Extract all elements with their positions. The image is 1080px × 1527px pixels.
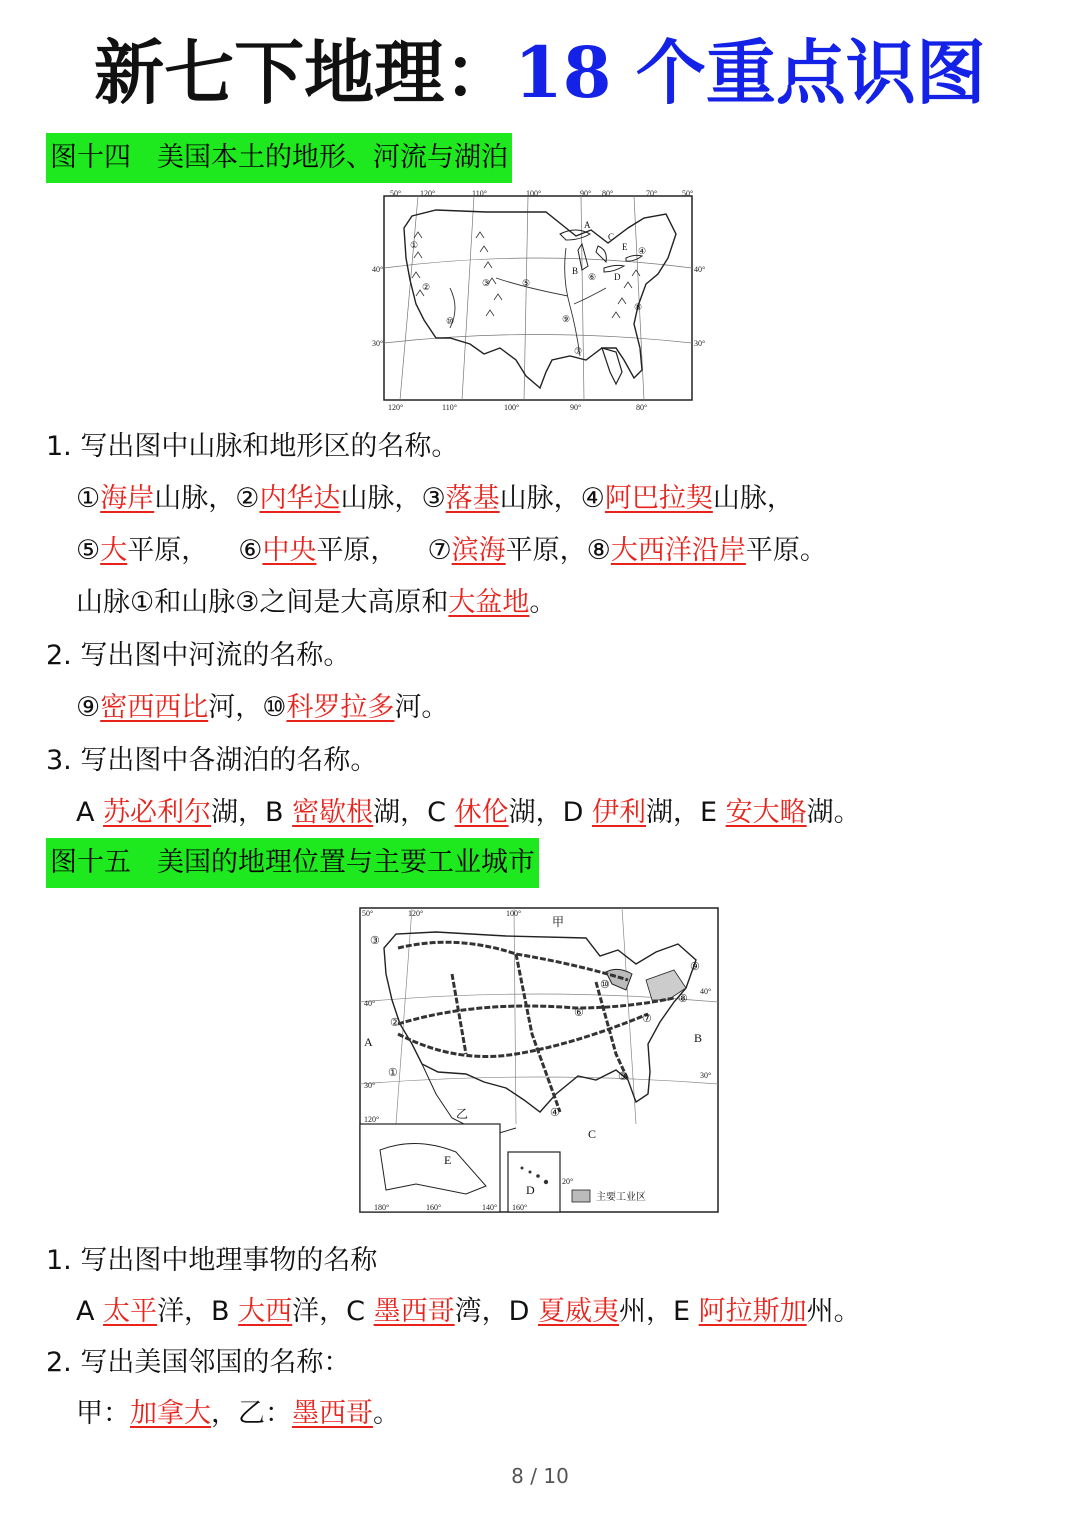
fig15-gulf-label: C: [588, 1127, 597, 1141]
fig14-lake-label: E: [622, 242, 628, 252]
fig15-lat-label: 30°: [700, 1071, 712, 1080]
fig14-q1-prompt: 1. 写出图中山脉和地形区的名称。: [46, 431, 459, 462]
fig15-country-label: 乙: [456, 1107, 469, 1121]
text: ，乙：: [211, 1398, 292, 1429]
fig15-lon-label: 120°: [408, 909, 424, 918]
answer: 科罗拉多: [286, 692, 395, 723]
text: 州，E: [618, 1296, 699, 1327]
answer: 海岸: [100, 483, 155, 514]
fig14-lake-label: C: [608, 232, 615, 242]
text: 。: [529, 587, 557, 618]
fig14-lon-label: 50°: [390, 189, 402, 198]
fig14-num-label: ⑨: [562, 314, 571, 324]
fig14-q1-line2: [76, 531, 827, 571]
fig15-city-label: ③: [370, 935, 380, 947]
answer: 墨西哥: [373, 1296, 455, 1327]
fig14-lake-label: A: [584, 220, 591, 230]
text: A: [76, 1296, 104, 1327]
fig14-num-label: ⑦: [574, 346, 583, 356]
text: 甲：: [76, 1398, 130, 1429]
fig15-city-label: ⑥: [574, 1007, 584, 1019]
fig14-num-label: ⑩: [446, 316, 455, 326]
fig14-map: [372, 188, 706, 412]
answer: 阿巴拉契: [604, 483, 713, 514]
fig14-lon-label: 80°: [636, 403, 648, 412]
fig14-q3-line1: [76, 793, 861, 833]
fig15-inset-lon: 140°: [482, 1203, 498, 1212]
text: ③: [421, 483, 446, 514]
text: 湖，E: [645, 797, 726, 828]
fig14-map-svg: [372, 188, 706, 412]
fig15-inset-lon: 160°: [512, 1203, 528, 1212]
text: 洋，B: [157, 1296, 239, 1327]
fig15-ocean-label: B: [694, 1031, 703, 1045]
fig15-inset-lon: 180°: [374, 1203, 390, 1212]
page-title: [0, 28, 1080, 118]
answer: 大盆地: [448, 587, 530, 618]
text: A: [76, 797, 104, 828]
fig14-num-label: ②: [422, 282, 431, 292]
text: ⑩: [262, 692, 287, 723]
fig14-num-label: ④: [638, 246, 647, 256]
answer: 大西洋沿岸: [610, 535, 746, 566]
page-number: 8 / 10: [511, 1464, 569, 1488]
text: 山脉，: [499, 483, 581, 514]
fig15-map-svg: [356, 904, 722, 1216]
text: 平原，: [505, 535, 587, 566]
answer: 大西: [238, 1296, 293, 1327]
fig14-lon-label: 120°: [388, 403, 404, 412]
fig15-map: [356, 904, 722, 1216]
fig14-lon-label: 110°: [472, 189, 487, 198]
text: 平原，: [127, 535, 209, 566]
fig15-legend-label: 主要工业区: [596, 1192, 646, 1203]
answer: 落基: [445, 483, 500, 514]
answer: 苏必利尔: [103, 797, 212, 828]
text: 。: [373, 1398, 400, 1429]
text: 山脉，: [340, 483, 422, 514]
text: ⑥: [238, 535, 263, 566]
text: 山脉，: [154, 483, 236, 514]
text: 山脉，: [712, 483, 794, 514]
fig14-q1-line1: [76, 479, 794, 519]
fig14-lon-label: 90°: [570, 403, 582, 412]
fig14-lat-label: 30°: [694, 339, 706, 348]
answer: 密歇根: [292, 797, 374, 828]
fig14-lat-label: 40°: [694, 265, 706, 274]
answer: 休伦: [454, 797, 509, 828]
fig15-city-label: ⑨: [690, 961, 700, 973]
title-part1: 新七下地理：: [94, 31, 515, 114]
fig14-lon-label: 110°: [442, 403, 457, 412]
fig15-lat-label: 40°: [364, 999, 376, 1008]
fig14-lon-label: 100°: [504, 403, 520, 412]
answer: 安大略: [725, 797, 807, 828]
text: 湖，C: [373, 797, 455, 828]
fig14-q2-line1: [76, 688, 448, 728]
fig15-state-label: E: [444, 1153, 452, 1167]
text: ①: [76, 483, 101, 514]
answer: 滨海: [451, 535, 506, 566]
fig15-q2-prompt: 2. 写出美国邻国的名称：: [46, 1347, 351, 1378]
fig15-section-header: [46, 838, 539, 888]
fig15-q2-line1: [76, 1394, 400, 1434]
fig15-caption: 美国的地理位置与主要工业城市: [157, 847, 535, 878]
answer: 阿拉斯加: [698, 1296, 807, 1327]
text: 湖，B: [211, 797, 293, 828]
fig15-lat-label: 30°: [364, 1081, 376, 1090]
fig14-lon-label: 70°: [646, 189, 658, 198]
fig14-num-label: ⑧: [634, 302, 643, 312]
fig14-lat-label: 40°: [372, 265, 384, 274]
fig14-section-header: [46, 133, 512, 183]
fig15-city-label: ⑩: [600, 979, 610, 991]
answer: 夏威夷: [537, 1296, 619, 1327]
fig15-state-label: D: [526, 1183, 535, 1197]
fig14-lon-label: 120°: [420, 189, 436, 198]
text: ⑦: [427, 535, 452, 566]
answer: 墨西哥: [292, 1398, 373, 1429]
title-part2: 18 个重点识图: [514, 31, 986, 114]
fig14-lat-label: 30°: [372, 339, 384, 348]
fig15-lon-label: 120°: [364, 1115, 380, 1124]
answer: 密西西比: [100, 692, 209, 723]
fig14-q2-prompt: 2. 写出图中河流的名称。: [46, 640, 351, 671]
fig15-header: 图十五: [50, 847, 131, 878]
answer: 太平: [103, 1296, 158, 1327]
text: 洋，C: [292, 1296, 374, 1327]
answer: 伊利: [591, 797, 646, 828]
fig15-city-label: ②: [390, 1017, 400, 1029]
text: ⑤: [76, 535, 101, 566]
fig14-q3-prompt: 3. 写出图中各湖泊的名称。: [46, 745, 378, 776]
fig14-num-label: ①: [410, 240, 419, 250]
fig14-q1-line3: [76, 583, 556, 623]
answer: 加拿大: [130, 1398, 211, 1429]
answer: 大: [100, 535, 128, 566]
text: 州。: [806, 1296, 861, 1327]
fig14-lon-label: 90°: [580, 189, 592, 198]
fig14-lake-label: B: [572, 266, 579, 276]
fig15-city-label: ⑦: [642, 1013, 652, 1025]
fig15-country-label: 甲: [552, 915, 565, 929]
text: ⑧: [586, 535, 611, 566]
fig14-caption: 美国本土的地形、河流与湖泊: [157, 142, 508, 173]
fig14-num-label: ③: [482, 278, 491, 288]
text: 河，: [208, 692, 263, 723]
text: 山脉①和山脉③之间是大高原和: [76, 587, 449, 618]
fig15-ocean-label: A: [364, 1035, 373, 1049]
fig15-lat-label: 40°: [700, 987, 712, 996]
fig15-inset-lon: 160°: [426, 1203, 442, 1212]
text: 河。: [394, 692, 449, 723]
fig14-lon-label: 50°: [682, 189, 694, 198]
fig14-num-label: ⑤: [522, 278, 531, 288]
fig15-inset-lon: 20°: [562, 1177, 574, 1186]
fig14-num-label: ⑥: [588, 272, 597, 282]
fig15-q1-prompt: 1. 写出图中地理事物的名称: [46, 1245, 378, 1276]
fig15-city-label: ①: [388, 1067, 398, 1079]
fig14-lon-label: 80°: [602, 189, 614, 198]
fig15-city-label: ⑧: [678, 993, 688, 1005]
fig15-lon-label: 100°: [506, 909, 522, 918]
fig14-lon-label: 100°: [526, 189, 542, 198]
text: 湖。: [806, 797, 861, 828]
text: 湖，D: [508, 797, 592, 828]
text: ④: [580, 483, 605, 514]
fig15-city-label: ④: [550, 1107, 560, 1119]
text: ⑨: [76, 692, 101, 723]
text: 湾，D: [454, 1296, 538, 1327]
answer: 内华达: [259, 483, 341, 514]
fig15-lon-label: 50°: [362, 909, 374, 918]
fig15-city-label: ⑤: [618, 1071, 628, 1083]
fig14-lake-label: D: [614, 272, 621, 282]
fig14-header: 图十四: [50, 142, 131, 173]
text: 平原。: [745, 535, 827, 566]
fig15-q1-line1: [76, 1292, 861, 1332]
answer: 中央: [262, 535, 317, 566]
text: 平原，: [316, 535, 398, 566]
text: ②: [235, 483, 260, 514]
